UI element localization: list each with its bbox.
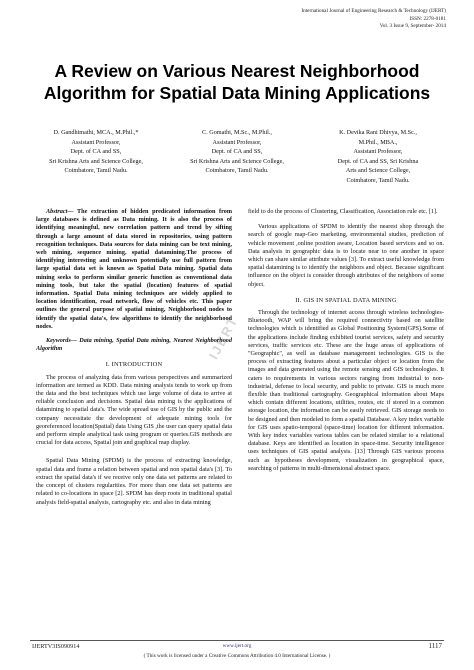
right-paragraph-2: Various applications of SPDM to identify the nearest shop through the search of google map-Geo marketing, environmental studies, prediction of vehicle movement ,online position aware, Location based services and so on. Data analysis in geographic data is to locate near to one another in space which can share similar attribute values [3]. To extract useful knowledge from spatial datamining is to identify the neighbors and object. Because significant influence on the object is consider through attributes of the neighbors of some object. <box>248 223 444 288</box>
author-line: Assistant Professor, <box>353 148 403 155</box>
author-line: C. Gomathi, M.Sc., M.Phil., <box>202 129 272 136</box>
author-line: Coimbatore, Tamil Nadu. <box>64 167 128 174</box>
author-line: M.Phil., MBA., <box>358 138 398 146</box>
author-line: D. Gandhimathi, MCA., M.Phil.,* <box>53 129 139 136</box>
author-3 <box>316 128 440 185</box>
author-line: Dept. of CA and SS, Sri Krishna <box>337 157 419 165</box>
author-1 <box>34 128 158 185</box>
intro-paragraph-1: The process of analyzing data from various perspectives and summarized information are termed as KDD. Data mining analysis tends to work up from the data and the best techniques which use large volume of data to arrive at reliable conclusion and decisions. Spatial data mining is the applications of datamining to spatial data's. The wide spread use of GIS by the public and the company necessitate the development of adequate mining tools for georeferenced location(Spatial) data Using GIS ,the user can query spatial data and perform simple analytical task using program or queries.GIS methods are crucial for data access, Spatial join and graphical map display. <box>36 373 232 447</box>
author-line: Coimbatore, Tamil Nadu. <box>346 176 410 184</box>
author-line: K. Devika Rani Dhivya, M.Sc., <box>339 129 417 136</box>
journal-header <box>186 8 446 31</box>
journal-website-link[interactable]: www.ijert.org <box>222 643 252 649</box>
paper-id: IJERTV3IS090914 <box>32 643 80 650</box>
intro-paragraph-2: Spatial Data Mining (SPDM) is the process of extracting knowledge, spatial data and frame a relation between spatial and non spatial data's [3]. To extract the spatial data's if we receive only one data set patterns are related to the concept of clusters regularities. For more than one data set patterns are related to co-locations in space [2]. SPDM has deep roots in traditional spatial analysis field-spatial analysis, cartography etc. and also in data mining <box>36 457 232 506</box>
paper-title: A Review on Various Nearest Neighborhood Algorithm for Spatial Data Mining Applications <box>43 61 431 103</box>
author-line: Assistant Professor, <box>71 138 121 146</box>
author-line: Dept. of CA and SS, <box>211 148 263 155</box>
abstract-lead: Abstract— <box>46 208 74 215</box>
license-note: ( This work is licensed under a Creative Commons Attribution 4.0 International License. ) <box>143 653 331 659</box>
author-line: Dept. of CA and SS, <box>70 148 122 155</box>
author-line: Arts and Science College, <box>345 167 411 174</box>
journal-volume: Vol. 3 Issue 9, September- 2014 <box>379 23 446 30</box>
author-block <box>34 128 440 185</box>
journal-name: International Journal of Engineering Research & Technology (IJERT) <box>301 8 446 14</box>
page-number: 1117 <box>428 642 442 650</box>
footer-divider <box>30 640 444 641</box>
author-line: Sri Krishna Arts and Science College, <box>190 157 284 165</box>
author-2 <box>175 128 299 185</box>
section-heading-gis: II. GIS IN SPATIAL DATA MINING <box>295 296 397 304</box>
author-line: Assistant Professor, <box>212 138 262 146</box>
abstract <box>36 208 232 331</box>
gis-paragraph-1: Through the technology of internet access through wireless technologies-Bluetooth, WAP will bring the required connectivity based on satellite technologies which is identified as Global Positioning System(GPS).Some of the applications include finding exhibited tourist services, safety and security services, traffic services etc. These are the huge areas of applications of "Geographic", as well as database management technologies. GIS is the process of extracting features about a particular object or location from the images and data generated using the remote sensing and GIS technologies. It caters to requirements in various sectors ranging from industrial to non-industrial, defense to local security, and public to private. GIS is much more flexible than traditional cartography. Geographical information about Maps which contain different locations, utilities, routes, etc if stored in a common storage location, the information can be easily retrieved. GIS storage needs to be designed and then modeled to form a spatial Database. A key index variable for GIS uses spatio-temporal (space-time) location for different information. With key index variables various tables can be related similar to a relational database. Keys are identified as location in space-time. Security intelligence uses techniques of GIS spatial analysis. [13] Through GIS various process such as hypotheses development, visualization in geographical space, searching of patterns in multi-dimensional abstract space. <box>248 309 444 472</box>
right-paragraph-1: field to do the process of Clustering, Classification, Association rule etc. [1]. <box>248 208 438 215</box>
journal-issn: ISSN: 2278-0181 <box>409 15 446 22</box>
watermark: IJERT <box>205 313 242 362</box>
author-line: Sri Krishna Arts and Science College, <box>49 157 143 165</box>
left-column <box>36 208 232 507</box>
author-line: Coimbatore, Tamil Nadu. <box>205 167 269 174</box>
abstract-text: The extraction of hidden predicated information from large databases is defined as Data mining. It is also the process of identifying meaningful, new correlation pattern and trend by sifting through a large amount of data stored in repositories, using pattern recognition techniques. Data sources for data mining can be text mining, web mining, sequence mining, spatial datamining.The process of identifying interesting and unknown potentially use full pattern from large spatial data set is known as Spatial Data mining. Spatial data mining seeks to perform similar generic function as conventional data mining tools, but take the spatial (location) features of spatial information. Spatial Data mining techniques are widely applied to location identification, road network, flow of vehicles etc. This paper outlines the general purpose of spatial mining, Neighborhood nodes to identify the spatial data's, few algorithms to identify the neighborhood nodes. <box>36 208 232 330</box>
keywords: Keywords— Data mining, Spatial Data mining, Nearest Neighborhood Algorithm <box>36 337 232 353</box>
section-heading-introduction: I. INTRODUCTION <box>105 361 163 369</box>
right-column <box>248 208 444 473</box>
